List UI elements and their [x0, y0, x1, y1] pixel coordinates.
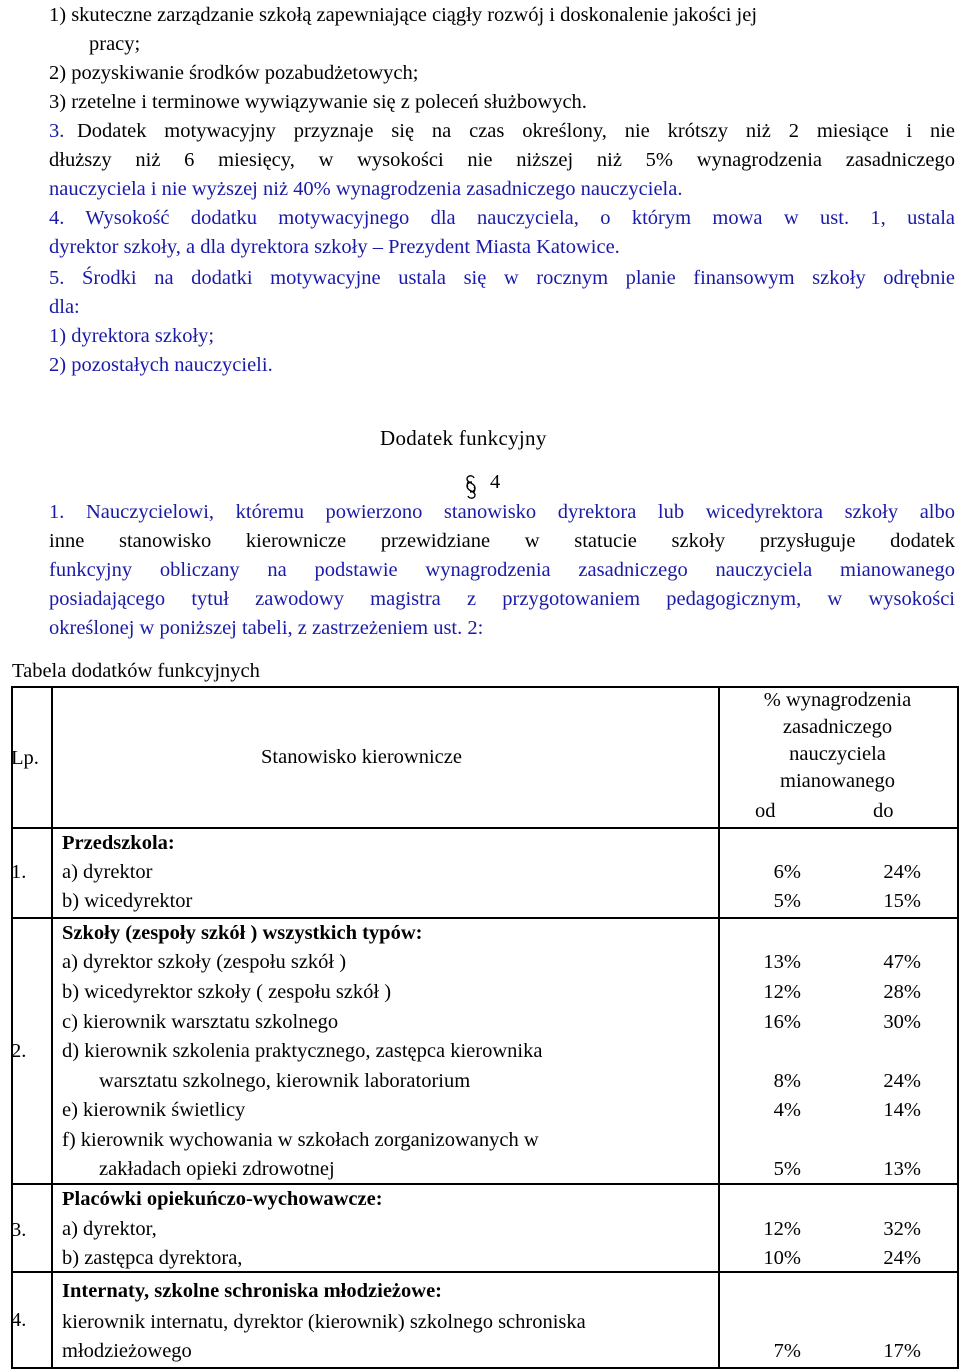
paragraph-line: Dodatek motywacyjny przyznaje się na czas określony, nie krótszy niż 2 miesiące i nie — [77, 120, 955, 142]
paragraph-line: funkcyjny obliczany na podstawie wynagrodzenia zasadniczego nauczyciela mianowanego — [49, 559, 955, 581]
list-item: 2) pozostałych nauczycieli. — [49, 354, 273, 376]
table-row-label: f) kierownik wychowania w szkołach zorganizowanych w — [62, 1129, 539, 1151]
row-lp: 3. — [11, 1219, 27, 1241]
list-item: 2) pozyskiwanie środków pozabudżetowych; — [49, 62, 419, 84]
table-row-label: b) zastępca dyrektora, — [62, 1247, 243, 1269]
table-row-label-cont: zakładach opieki zdrowotnej — [99, 1158, 335, 1180]
table-row-label: c) kierownik warsztatu szkolnego — [62, 1011, 339, 1033]
value-from: 6% — [773, 861, 801, 883]
value-to: 24% — [883, 1070, 921, 1092]
header-pct-line: mianowanego — [780, 770, 895, 792]
paragraph-line: dla: — [49, 296, 80, 318]
value-from: 13% — [763, 951, 801, 973]
list-item: 1) dyrektora szkoły; — [49, 325, 215, 347]
row-lp: 4. — [11, 1309, 27, 1331]
list-item: 1) skuteczne zarządzanie szkołą zapewniające ciągły rozwój i doskonalenie jakości jej — [49, 4, 758, 26]
value-from: 12% — [763, 1218, 801, 1240]
paragraph-line: inne stanowisko kierownicze przewidziane w statucie szkoły przysługuje dodatek — [49, 530, 955, 552]
value-to: 47% — [883, 951, 921, 973]
header-pct-line: % wynagrodzenia — [763, 689, 912, 711]
header-from: od — [755, 800, 776, 822]
value-from: 5% — [773, 1158, 801, 1180]
group-title: Internaty, szkolne schroniska młodzieżowe: — [62, 1280, 443, 1302]
paragraph-line: 4. Wysokość dodatku motywacyjnego dla nauczyciela, o którym mowa w ust. 1, ustala — [49, 207, 955, 229]
table-row-label: d) kierownik szkolenia praktycznego, zastępca kierownika — [62, 1040, 543, 1062]
value-to: 24% — [883, 1247, 921, 1269]
paragraph-line: nauczyciela i nie wyższej niż 40% wynagrodzenia zasadniczego nauczyciela. — [49, 178, 683, 200]
paragraph-line: dłuższy niż 6 miesięcy, w wysokości nie niższej niż 5% wynagrodzenia zasadniczego — [49, 149, 955, 171]
header-pct-line: nauczyciela — [789, 743, 886, 765]
value-from: 12% — [763, 981, 801, 1003]
section-number: 4 — [490, 471, 501, 493]
row-lp: 2. — [11, 1040, 27, 1062]
table-caption: Tabela dodatków funkcyjnych — [12, 660, 260, 682]
paragraph-line: określonej w poniższej tabeli, z zastrzeżeniem ust. 2: — [49, 617, 484, 639]
value-from: 10% — [763, 1247, 801, 1269]
functional-allowance-table — [11, 686, 959, 1369]
section-sign-icon — [464, 474, 478, 500]
header-pct-line: zasadniczego — [782, 716, 893, 738]
paragraph-line: 1. Nauczycielowi, któremu powierzono stanowisko dyrektora lub wicedyrektora szkoły albo — [49, 501, 955, 523]
value-to: 24% — [883, 861, 921, 883]
table-row-label: b) wicedyrektor — [62, 890, 193, 912]
value-to: 32% — [883, 1218, 921, 1240]
table-row-label-cont: młodzieżowego — [62, 1340, 192, 1362]
value-to: 17% — [883, 1340, 921, 1362]
group-title: Placówki opiekuńczo-wychowawcze: — [62, 1188, 383, 1210]
list-item: pracy; — [89, 33, 141, 55]
group-title: Przedszkola: — [62, 832, 175, 854]
paragraph-number: 3. — [49, 120, 65, 142]
table-row-label: a) dyrektor, — [62, 1218, 157, 1240]
group-title: Szkoły (zespoły szkół ) wszystkich typów: — [62, 922, 423, 944]
table-row-label-cont: warsztatu szkolnego, kierownik laboratorium — [99, 1070, 471, 1092]
list-item: 3) rzetelne i terminowe wywiązywanie się z poleceń służbowych. — [49, 91, 587, 113]
value-from: 5% — [773, 890, 801, 912]
header-to: do — [873, 800, 894, 822]
header-lp: Lp. — [11, 747, 39, 769]
value-from: 16% — [763, 1011, 801, 1033]
row-lp: 1. — [11, 861, 27, 883]
section-heading: Dodatek funkcyjny — [380, 426, 547, 450]
table-row-label: kierownik internatu, dyrektor (kierownik) szkolnego schroniska — [62, 1311, 586, 1333]
header-position: Stanowisko kierownicze — [261, 746, 462, 768]
table-row-label: a) dyrektor szkoły (zespołu szkół ) — [62, 951, 347, 973]
value-to: 30% — [883, 1011, 921, 1033]
value-from: 4% — [773, 1099, 801, 1121]
value-to: 13% — [883, 1158, 921, 1180]
paragraph-line: posiadającego tytuł zawodowy magistra z przygotowaniem pedagogicznym, w wysokości — [49, 588, 955, 610]
table-row-label: b) wicedyrektor szkoły ( zespołu szkół ) — [62, 981, 392, 1003]
value-from: 8% — [773, 1070, 801, 1092]
paragraph-line: 5. Środki na dodatki motywacyjne ustala się w rocznym planie finansowym szkoły odrębnie — [49, 267, 955, 289]
value-to: 15% — [883, 890, 921, 912]
value-to: 28% — [883, 981, 921, 1003]
table-row-label: a) dyrektor — [62, 861, 153, 883]
value-from: 7% — [773, 1340, 801, 1362]
value-to: 14% — [883, 1099, 921, 1121]
paragraph-line: dyrektor szkoły, a dla dyrektora szkoły – Prezydent Miasta Katowice. — [49, 236, 620, 258]
table-row-label: e) kierownik świetlicy — [62, 1099, 246, 1121]
